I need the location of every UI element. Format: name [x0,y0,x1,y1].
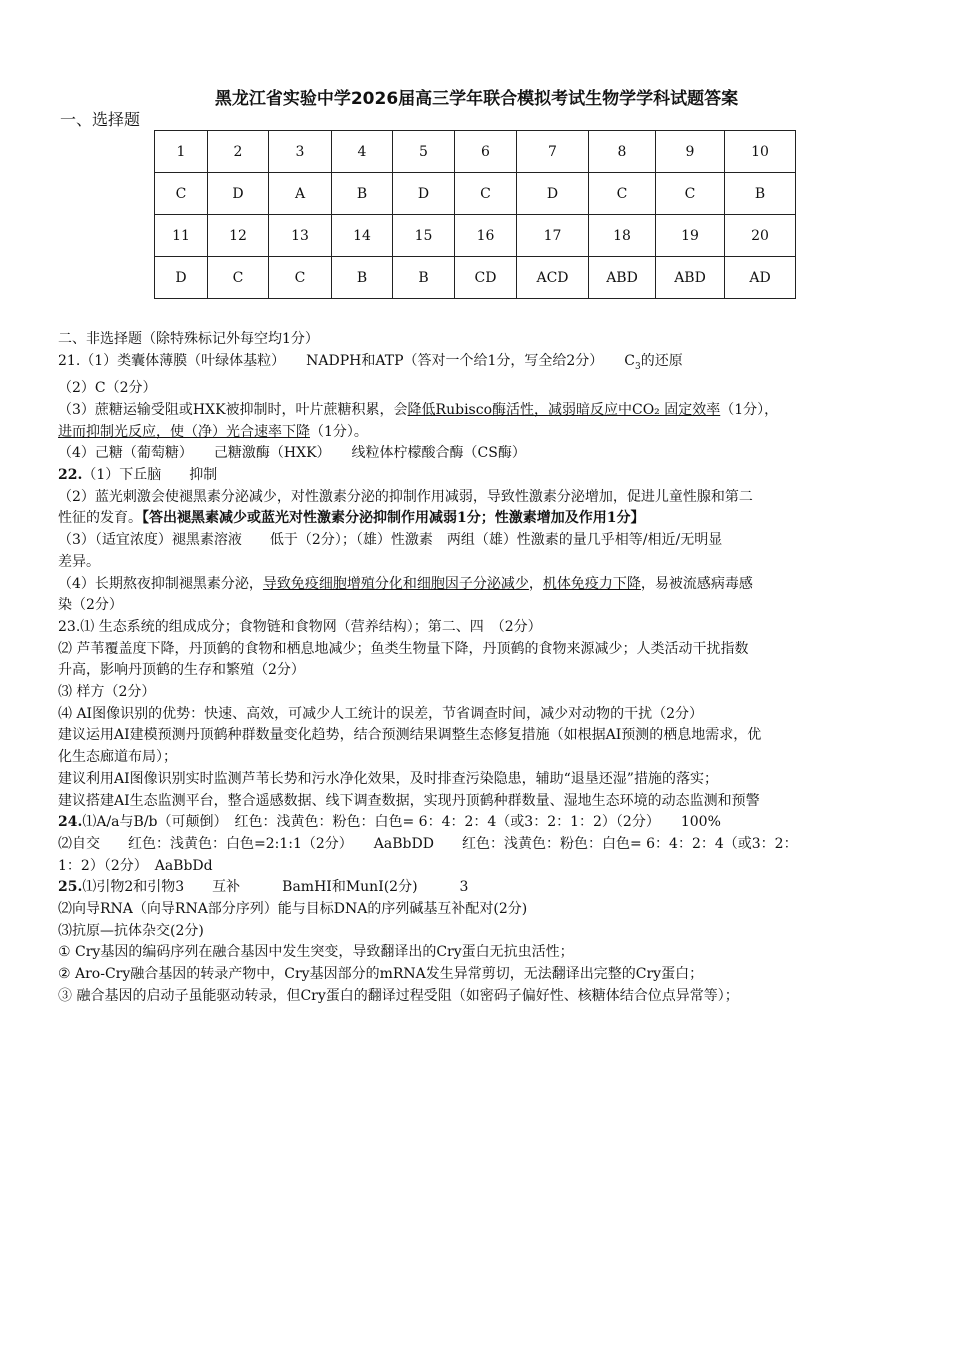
table-cell: 15 [393,215,455,257]
text-span: ， [528,575,543,592]
table-cell: AD [725,257,796,299]
q21-line [58,351,900,379]
table-cell: 1 [155,131,208,173]
table-cell: C [455,173,517,215]
table-cell: 20 [725,215,796,257]
text-span: （1）下丘脑 抑制 [82,467,218,484]
underlined-key-point: 导致免疫细胞增殖分化和细胞因子分泌减少 [262,575,529,592]
subscript: 3 [635,361,641,372]
q25-line: ⑵向导RNA（向导RNA部分序列）能与目标DNA的序列碱基互补配对(2分) [58,901,528,918]
table-cell: 3 [269,131,332,173]
text-span: 21.（1）类囊体薄膜（叶绿体基粒） NADPH和ATP（答对一个给1分，写全给2分） C [58,352,636,369]
scoring-note: 【答出褪黑素减少或蓝光对性激素分泌抑制作用减弱1分；性激素增加及作用1分】 [142,510,645,527]
text-span: （4）长期熬夜抑制褪黑素分泌， [58,575,263,592]
text-span: ⑴A/a与B/b（可颠倒） 红色：浅黄色：粉色：白色= 6：4：2：4（或3：2：1：2）（2分） 100% [82,814,721,831]
q21-line [58,400,900,422]
q21-line: （2）C（2分） [58,380,157,397]
q23-line: 建议利用AI图像识别实时监测芦苇长势和污水净化效果，及时排查污染隐患，辅助“退垦还湿”措施的落实； [58,770,718,787]
table-cell: 9 [656,131,725,173]
choice-table-body [155,131,796,299]
table-cell: 13 [269,215,332,257]
table-cell: 5 [393,131,455,173]
table-row [155,173,796,215]
q23-line: 建议运用AI建模预测丹顶鹤种群数量变化趋势，结合预测结果调整生态修复措施（如根据AI预测的栖息地需求，优 [58,727,762,744]
q22-line [58,465,900,487]
q21-line: （4）己糖（葡萄糖） 己糖激酶（HXK） 线粒体柠檬酸合酶（CS酶） [58,445,526,462]
section-heading-choice: 一、选择题 [60,110,141,129]
table-cell: 16 [455,215,517,257]
table-cell: C [208,257,269,299]
q21-line [58,422,900,444]
table-cell: C [656,173,725,215]
q23-line: ⑵ 芦苇覆盖度下降，丹顶鹤的食物和栖息地减少；鱼类生物量下降，丹顶鹤的食物来源减少；人类活动干扰指数 [58,640,749,657]
page-title: 黑龙江省实验中学2026届高三学年联合模拟考试生物学学科试题答案 [214,89,739,109]
q22-line [58,508,900,530]
q22-line: （3）（适宜浓度）褪黑素溶液 低于（2分）；（雄）性激素 两组（雄）性激素的量几乎相等/相近/无明显 [58,532,723,549]
table-cell: 11 [155,215,208,257]
table-cell: ABD [656,257,725,299]
table-cell: A [269,173,332,215]
text-span: （1分）， [720,401,779,418]
text-span: ⑴引物2和引物3 互补 BamHI和MunI(2分) 3 [82,879,469,896]
text-span: ，易被流感病毒感 [640,575,753,592]
table-cell: ACD [517,257,589,299]
table-cell: 4 [332,131,393,173]
table-cell: D [393,173,455,215]
text-span: （3）蔗糖运输受阻或HXK被抑制时，叶片蔗糖积累，会 [58,401,408,418]
table-row [155,257,796,299]
q22-line: 染（2分） [58,597,123,614]
text-span: 性征的发育。 [58,510,142,527]
q23-line: 升高，影响丹顶鹤的生存和繁殖（2分） [58,662,305,679]
text-span: 的还原 [640,352,683,369]
q24-line: ⑵自交 红色：浅黄色：白色=2:1:1（2分） AaBbDD 红色：浅黄色：粉色：白色= 6：4：2：4（或3：2： [58,835,798,852]
text-span: （1分）。 [310,423,368,440]
q22-line: （2）蓝光刺激会使褪黑素分泌减少，对性激素分泌的抑制作用减弱，导致性激素分泌增加，促进儿童性腺和第二 [58,488,753,505]
section-heading-nonchoice: 二、非选择题（除特殊标记外每空均1分） [58,331,319,347]
q23-line: 建议搭建AI生态监测平台，整合遥感数据、线下调查数据，实现丹顶鹤种群数量、湿地生态环境的动态监测和预警 [58,792,760,809]
q25-line: ⑶抗原—抗体杂交(2分) [58,922,204,939]
table-cell: 2 [208,131,269,173]
q24-line: 1：2）（2分） AaBbDd [58,857,213,874]
q22-line [58,574,900,596]
table-cell: B [332,173,393,215]
q25-line [58,877,900,899]
q24-line [58,812,900,834]
table-cell: B [393,257,455,299]
question-number: 25. [58,879,83,896]
underlined-key-point: 降低Rubisco酶活性，减弱暗反应中CO₂ 固定效率 [407,401,721,418]
table-cell: C [269,257,332,299]
table-row [155,215,796,257]
q23-line: ⑷ AI图像识别的优势：快速、高效，可减少人工统计的误差，节省调查时间，减少对动物的干扰（2分） [58,705,703,722]
table-cell: 19 [656,215,725,257]
table-cell: B [332,257,393,299]
table-cell: B [725,173,796,215]
underlined-key-point: 机体免疫力下降 [542,575,641,592]
table-cell: 17 [517,215,589,257]
table-cell: ABD [589,257,656,299]
question-number: 22. [58,467,83,484]
q25-line: ③ 融合基因的启动子虽能驱动转录，但Cry蛋白的翻译过程受阻（如密码子偏好性、核糖体结合位点异常等）； [58,987,739,1004]
table-cell: 12 [208,215,269,257]
table-cell: 6 [455,131,517,173]
table-cell: 10 [725,131,796,173]
table-cell: 8 [589,131,656,173]
underlined-key-point: 进而抑制光反应，使（净）光合速率下降 [58,423,310,440]
answer-body [58,329,900,1008]
table-row [155,131,796,173]
table-cell: 18 [589,215,656,257]
q25-line: ① Cry基因的编码序列在融合基因中发生突变，导致翻译出的Cry蛋白无抗虫活性； [58,944,574,961]
choice-answer-table [154,130,796,299]
q23-line: 23.⑴ 生态系统的组成成分；食物链和食物网（营养结构）；第二、四 （2分） [58,618,542,635]
question-number: 24. [58,814,83,831]
q23-line: ⑶ 样方（2分） [58,684,156,701]
table-cell: CD [455,257,517,299]
table-cell: D [208,173,269,215]
table-cell: C [589,173,656,215]
q25-line: ② Aro-Cry融合基因的转录产物中，Cry基因部分的mRNA发生异常剪切，无法翻译出完整的Cry蛋白； [58,966,704,983]
q22-line: 差异。 [58,553,100,570]
table-cell: 7 [517,131,589,173]
table-cell: D [517,173,589,215]
table-cell: C [155,173,208,215]
q23-line: 化生态廊道布局）； [58,749,177,766]
table-cell: D [155,257,208,299]
table-cell: 14 [332,215,393,257]
